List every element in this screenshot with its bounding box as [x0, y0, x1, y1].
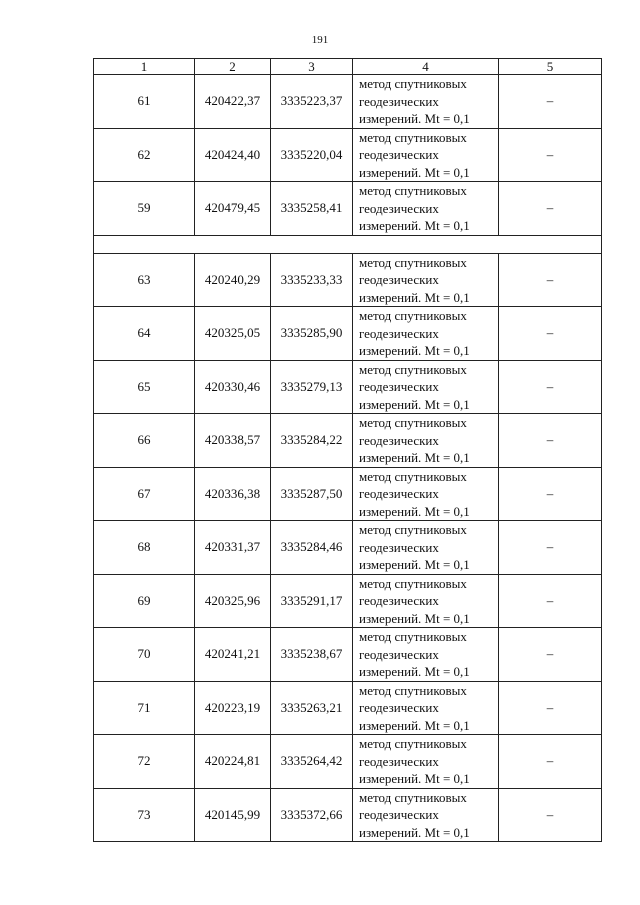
method-line: метод спутниковых — [359, 468, 467, 484]
method-cell — [353, 467, 499, 521]
method-line: геодезических — [359, 200, 439, 216]
note-cell: – — [499, 128, 602, 182]
y-coordinate-cell: 3335287,50 — [271, 467, 353, 521]
table-row — [94, 574, 602, 628]
y-coordinate-cell: 3335284,46 — [271, 521, 353, 575]
x-coordinate-cell: 420338,57 — [195, 414, 271, 468]
note-cell: – — [499, 521, 602, 575]
method-line: метод спутниковых — [359, 254, 467, 270]
y-coordinate-cell: 3335284,22 — [271, 414, 353, 468]
method-line: измерений. Mt = 0,1 — [359, 824, 470, 840]
point-number-cell: 68 — [94, 521, 195, 575]
method-cell — [353, 182, 499, 236]
y-coordinate-cell: 3335279,13 — [271, 360, 353, 414]
note-cell: – — [499, 307, 602, 361]
method-line: измерений. Mt = 0,1 — [359, 503, 470, 519]
table-row — [94, 628, 602, 682]
method-line: геодезических — [359, 432, 439, 448]
x-coordinate-cell: 420422,37 — [195, 75, 271, 129]
method-line: измерений. Mt = 0,1 — [359, 771, 470, 786]
table-row — [94, 681, 602, 735]
method-cell — [353, 75, 499, 129]
method-cell — [353, 628, 499, 682]
method-line: геодезических — [359, 379, 439, 394]
method-line: метод спутниковых — [359, 736, 467, 751]
y-coordinate-cell: 3335291,17 — [271, 574, 353, 628]
table-row — [94, 182, 602, 236]
method-line: метод спутниковых — [359, 361, 467, 377]
section-separator-row — [94, 235, 602, 253]
x-coordinate-cell: 420223,19 — [195, 681, 271, 735]
point-number-cell: 66 — [94, 414, 195, 468]
note-cell: – — [499, 75, 602, 129]
method-cell — [353, 360, 499, 414]
method-line: геодезических — [359, 646, 439, 662]
method-cell — [353, 253, 499, 307]
method-line: геодезических — [359, 700, 439, 715]
point-number-cell: 65 — [94, 360, 195, 414]
method-line: метод спутниковых — [359, 682, 467, 698]
x-coordinate-cell: 420331,37 — [195, 521, 271, 575]
table-row — [94, 788, 602, 842]
y-coordinate-cell: 3335258,41 — [271, 182, 353, 236]
point-number-cell: 64 — [94, 307, 195, 361]
y-coordinate-cell: 3335238,67 — [271, 628, 353, 682]
method-line: метод спутниковых — [359, 629, 467, 644]
method-line: измерений. Mt = 0,1 — [359, 343, 470, 358]
coordinates-table — [93, 58, 602, 842]
table-row — [94, 467, 602, 521]
method-line: измерений. Mt = 0,1 — [359, 218, 470, 233]
method-line: измерений. Mt = 0,1 — [359, 289, 470, 305]
point-number-cell: 63 — [94, 253, 195, 307]
method-cell — [353, 681, 499, 735]
method-line: геодезических — [359, 486, 439, 501]
method-cell — [353, 574, 499, 628]
method-line: геодезических — [359, 93, 439, 109]
x-coordinate-cell: 420479,45 — [195, 182, 271, 236]
x-coordinate-cell: 420424,40 — [195, 128, 271, 182]
x-coordinate-cell: 420325,96 — [195, 574, 271, 628]
table-row — [94, 75, 602, 129]
header-col-4: 4 — [353, 59, 499, 75]
y-coordinate-cell: 3335220,04 — [271, 128, 353, 182]
method-line: измерений. Mt = 0,1 — [359, 610, 470, 626]
method-line: метод спутниковых — [359, 129, 467, 145]
method-line: метод спутниковых — [359, 522, 467, 537]
section-separator-cell — [94, 235, 602, 253]
y-coordinate-cell: 3335223,37 — [271, 75, 353, 129]
method-cell — [353, 521, 499, 575]
method-line: геодезических — [359, 147, 439, 162]
point-number-cell: 59 — [94, 182, 195, 236]
method-cell — [353, 307, 499, 361]
point-number-cell: 69 — [94, 574, 195, 628]
note-cell: – — [499, 182, 602, 236]
method-line: геодезических — [359, 807, 439, 822]
method-line: геодезических — [359, 753, 439, 769]
method-line: геодезических — [359, 325, 439, 341]
header-row — [94, 59, 602, 75]
header-col-5: 5 — [499, 59, 602, 75]
method-cell — [353, 788, 499, 842]
method-cell — [353, 414, 499, 468]
x-coordinate-cell: 420145,99 — [195, 788, 271, 842]
table-row — [94, 253, 602, 307]
method-line: метод спутниковых — [359, 183, 467, 198]
note-cell: – — [499, 628, 602, 682]
method-line: измерений. Mt = 0,1 — [359, 450, 470, 465]
method-line: измерений. Mt = 0,1 — [359, 164, 470, 180]
table-row — [94, 521, 602, 575]
method-cell — [353, 735, 499, 789]
method-line: измерений. Mt = 0,1 — [359, 664, 470, 679]
method-line: измерений. Mt = 0,1 — [359, 557, 470, 572]
y-coordinate-cell: 3335233,33 — [271, 253, 353, 307]
note-cell: – — [499, 360, 602, 414]
x-coordinate-cell: 420336,38 — [195, 467, 271, 521]
page-number: 191 — [311, 34, 329, 46]
table-row — [94, 307, 602, 361]
note-cell: – — [499, 735, 602, 789]
note-cell: – — [499, 574, 602, 628]
point-number-cell: 67 — [94, 467, 195, 521]
method-line: геодезических — [359, 593, 439, 608]
method-line: метод спутниковых — [359, 789, 467, 805]
header-col-3: 3 — [271, 59, 353, 75]
table-row — [94, 360, 602, 414]
method-line: метод спутниковых — [359, 575, 467, 591]
y-coordinate-cell: 3335264,42 — [271, 735, 353, 789]
method-line: метод спутниковых — [359, 308, 467, 323]
x-coordinate-cell: 420240,29 — [195, 253, 271, 307]
y-coordinate-cell: 3335285,90 — [271, 307, 353, 361]
note-cell: – — [499, 253, 602, 307]
x-coordinate-cell: 420241,21 — [195, 628, 271, 682]
method-line: измерений. Mt = 0,1 — [359, 396, 470, 412]
method-line: метод спутниковых — [359, 76, 467, 91]
y-coordinate-cell: 3335372,66 — [271, 788, 353, 842]
point-number-cell: 70 — [94, 628, 195, 682]
method-line: метод спутниковых — [359, 415, 467, 430]
method-line: измерений. Mt = 0,1 — [359, 111, 470, 126]
point-number-cell: 61 — [94, 75, 195, 129]
note-cell: – — [499, 467, 602, 521]
note-cell: – — [499, 414, 602, 468]
table-row — [94, 128, 602, 182]
method-line: геодезических — [359, 539, 439, 555]
x-coordinate-cell: 420330,46 — [195, 360, 271, 414]
table-row — [94, 735, 602, 789]
table-row — [94, 414, 602, 468]
x-coordinate-cell: 420325,05 — [195, 307, 271, 361]
point-number-cell: 72 — [94, 735, 195, 789]
point-number-cell: 71 — [94, 681, 195, 735]
point-number-cell: 73 — [94, 788, 195, 842]
method-cell — [353, 128, 499, 182]
header-col-2: 2 — [195, 59, 271, 75]
note-cell: – — [499, 788, 602, 842]
header-col-1: 1 — [94, 59, 195, 75]
method-line: геодезических — [359, 272, 439, 287]
x-coordinate-cell: 420224,81 — [195, 735, 271, 789]
method-line: измерений. Mt = 0,1 — [359, 717, 470, 733]
note-cell: – — [499, 681, 602, 735]
point-number-cell: 62 — [94, 128, 195, 182]
y-coordinate-cell: 3335263,21 — [271, 681, 353, 735]
